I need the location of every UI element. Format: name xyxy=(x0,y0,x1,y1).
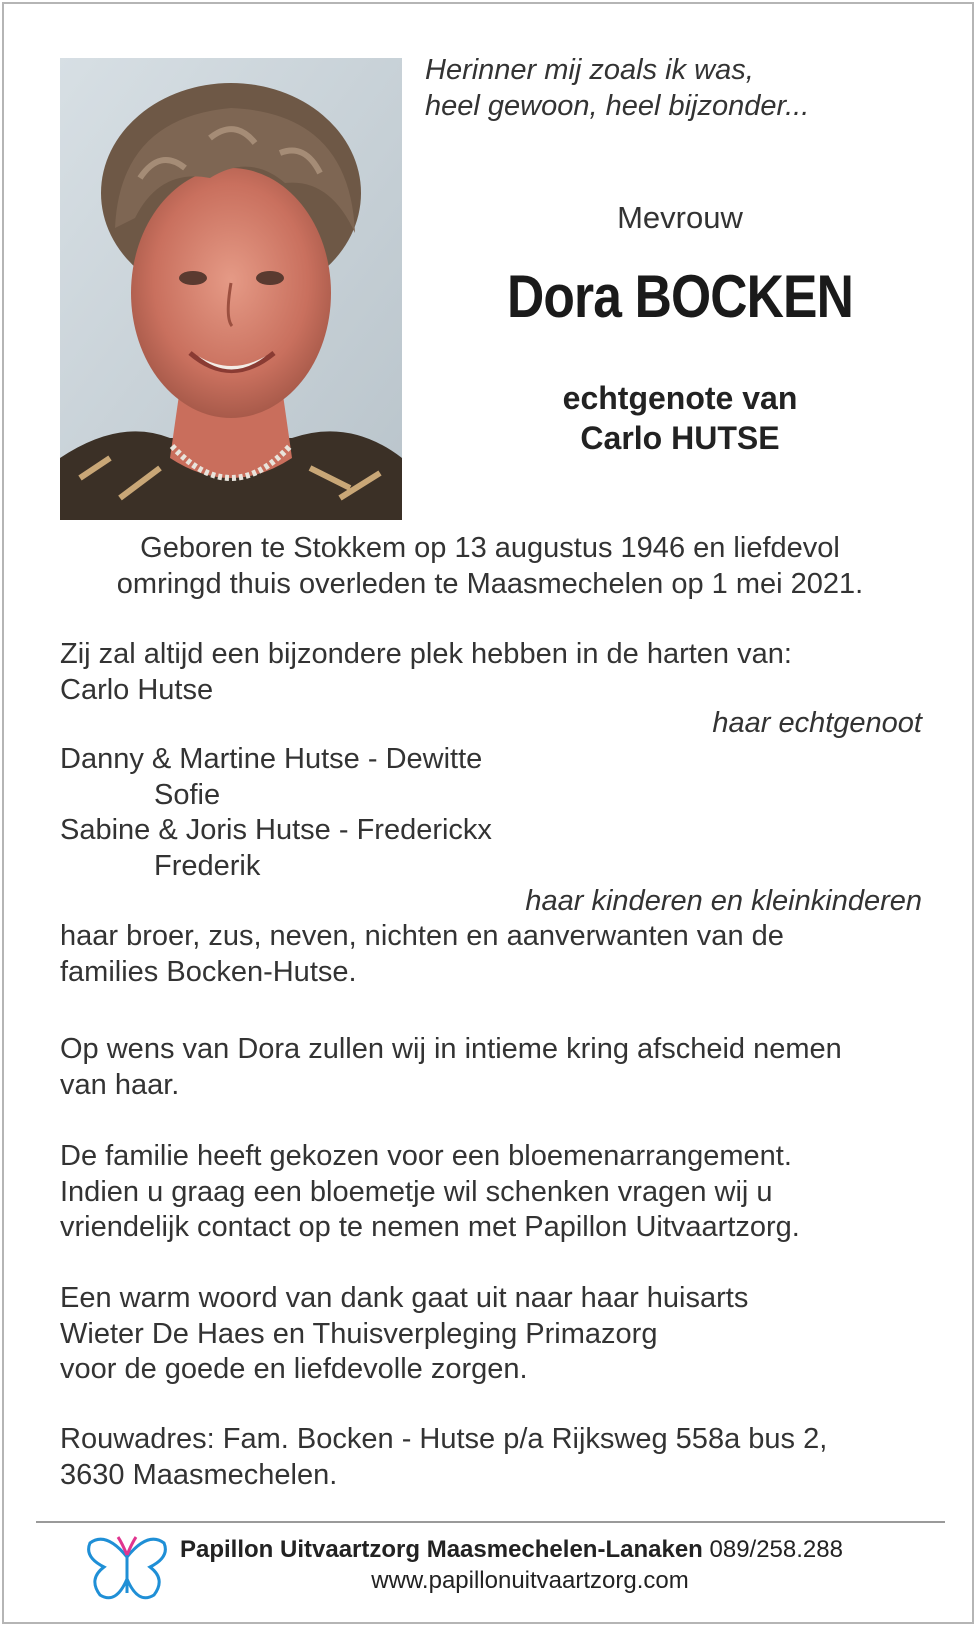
memorial-quote xyxy=(425,52,809,124)
deceased-name: Dora BOCKEN xyxy=(506,263,854,330)
butterfly-logo-icon xyxy=(86,1533,168,1605)
honorific-title: Mevrouw xyxy=(617,200,743,235)
children-list xyxy=(60,742,492,884)
family-section xyxy=(60,637,792,708)
grandchild-2: Frederik xyxy=(154,849,261,882)
spouse-label: echtgenote van xyxy=(562,380,798,416)
spouse-block xyxy=(430,378,930,458)
spouse-name: Carlo HUTSE xyxy=(580,420,780,456)
mourning-address xyxy=(60,1422,827,1493)
birth-line-2: omringd thuis overleden te Maasmechelen op 1 mei 2021. xyxy=(116,568,864,600)
address-line-2: 3630 Maasmechelen. xyxy=(60,1458,338,1491)
grandchild-1: Sofie xyxy=(154,778,221,811)
family-intro: Zij zal altijd een bijzondere plek hebben in de harten van: xyxy=(60,638,792,670)
children-role: haar kinderen en kleinkinderen xyxy=(525,885,922,917)
thanks-line-1: Een warm woord van dank gaat uit naar haar huisarts xyxy=(60,1282,749,1314)
company-website-link[interactable]: www.papillonuitvaartzorg.com xyxy=(371,1567,689,1594)
husband-role: haar echtgenoot xyxy=(712,707,922,739)
husband-name: Carlo Hutse xyxy=(60,673,214,706)
quote-line-2: heel gewoon, heel bijzonder... xyxy=(425,90,810,122)
child-1: Danny & Martine Hutse - Dewitte xyxy=(60,743,483,775)
quote-line-1: Herinner mij zoals ik was, xyxy=(425,54,754,86)
portrait-photo xyxy=(60,58,402,520)
company-phone[interactable]: 089/258.288 xyxy=(709,1536,843,1563)
farewell-wish xyxy=(60,1032,842,1103)
flowers-line-3: vriendelijk contact op te nemen met Papillon Uitvaartzorg. xyxy=(60,1211,800,1243)
birth-line-1: Geboren te Stokkem op 13 augustus 1946 en liefdevol xyxy=(140,532,840,564)
address-line-1: Rouwadres: Fam. Bocken - Hutse p/a Rijksweg 558a bus 2, xyxy=(60,1423,828,1455)
flowers-notice xyxy=(60,1139,800,1246)
funeral-company-info xyxy=(180,1536,843,1564)
thanks-line-3: voor de goede en liefdevolle zorgen. xyxy=(60,1353,528,1385)
others-line-2: families Bocken-Hutse. xyxy=(60,955,357,988)
flowers-line-1: De familie heeft gekozen voor een bloemenarrangement. xyxy=(60,1140,792,1172)
other-relatives xyxy=(60,919,784,990)
wish-line-1: Op wens van Dora zullen wij in intieme kring afscheid nemen xyxy=(60,1033,842,1065)
footer-divider xyxy=(36,1521,945,1523)
company-name: Papillon Uitvaartzorg Maasmechelen-Lanaken xyxy=(180,1536,703,1563)
child-2: Sabine & Joris Hutse - Frederickx xyxy=(60,814,492,846)
flowers-line-2: Indien u graag een bloemetje wil schenken vragen wij u xyxy=(60,1175,773,1208)
others-line-1: haar broer, zus, neven, nichten en aanverwanten van de xyxy=(60,920,784,952)
wish-line-2: van haar. xyxy=(60,1068,180,1101)
birth-death-statement xyxy=(60,530,920,602)
thanks-notice xyxy=(60,1281,748,1388)
thanks-line-2: Wieter De Haes en Thuisverpleging Primazorg xyxy=(60,1317,658,1350)
